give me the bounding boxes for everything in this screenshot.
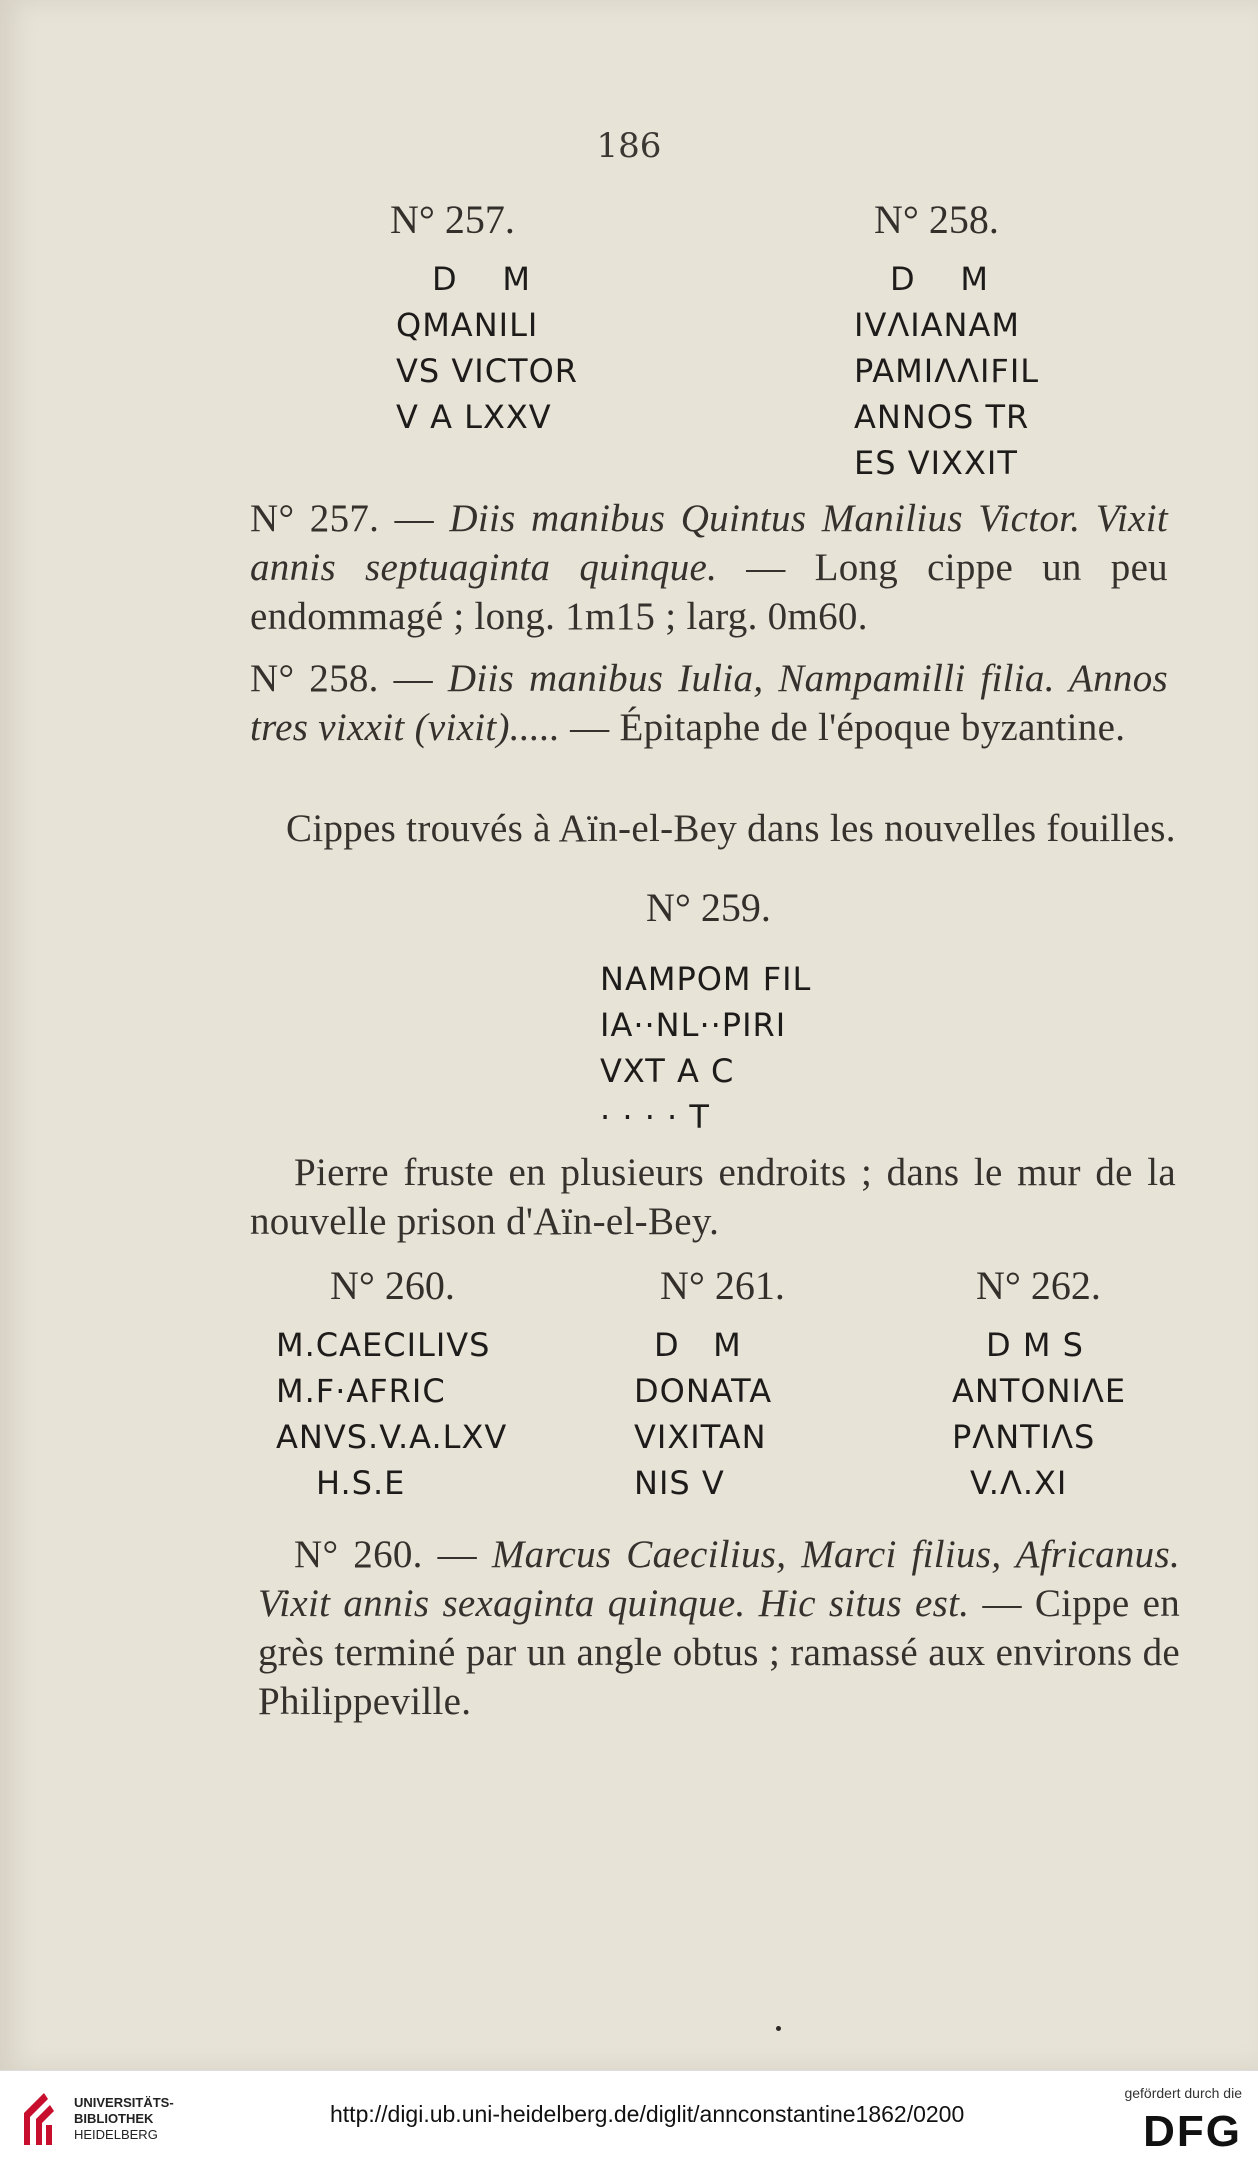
inscription-line: NAMPOM FIL bbox=[600, 960, 812, 998]
inscription-line: VXT A C bbox=[600, 1052, 735, 1090]
library-name-line: HEIDELBERG bbox=[74, 2127, 158, 2142]
inscription-259 bbox=[600, 956, 811, 1140]
inscription-line: ES VIXXIT bbox=[854, 444, 1018, 482]
paragraph-number: N° 257. — bbox=[250, 497, 434, 540]
inscription-line: VS VICTOR bbox=[396, 352, 579, 390]
inscription-line: D M bbox=[654, 1326, 742, 1364]
inscription-262 bbox=[952, 1322, 1126, 1506]
viewer-footer bbox=[0, 2070, 1258, 2163]
ink-speck bbox=[776, 2026, 781, 2031]
inscription-257 bbox=[396, 256, 578, 440]
heading-259: N° 259. bbox=[646, 885, 771, 930]
permalink-url[interactable]: http://digi.ub.uni-heidelberg.de/diglit/annconstantine1862/0200 bbox=[330, 2101, 965, 2127]
paragraph-text: — Épitaphe de l'époque byzantine. bbox=[570, 706, 1126, 749]
dfg-logo[interactable]: DFG bbox=[1143, 2107, 1242, 2156]
inscription-line: M.CAECILIVS bbox=[276, 1326, 491, 1364]
heading-257: N° 257. bbox=[390, 197, 515, 242]
inscription-line: D M bbox=[432, 260, 531, 298]
paragraph-cippes: Cippes trouvés à Aïn-el-Bey dans les nouvelles fouilles. bbox=[286, 807, 1176, 850]
inscription-line: ANTONIΛE bbox=[952, 1372, 1127, 1410]
paragraph-text: — Cippe en grès terminé par un angle obtus ; ramassé aux environs de Philippeville. bbox=[258, 1582, 1181, 1723]
paragraph-text: — Long cippe un peu endommagé ; long. 1m15 ; larg. 0m60. bbox=[250, 546, 1168, 638]
inscription-line: NIS V bbox=[634, 1464, 725, 1502]
university-library-logo-icon bbox=[14, 2089, 64, 2149]
heading-261: N° 261. bbox=[660, 1263, 785, 1308]
heading-262: N° 262. bbox=[976, 1263, 1101, 1308]
inscription-line: H.S.E bbox=[316, 1464, 406, 1502]
inscription-line: D M bbox=[890, 260, 989, 298]
paragraph-latin: Diis manibus Quintus Manilius Victor. Vixit annis septuaginta quinque. bbox=[250, 497, 1168, 589]
inscription-line: IA··NL··PIRI bbox=[600, 1006, 787, 1044]
inscription-line: · · · · T bbox=[600, 1098, 710, 1136]
inscription-line: ANVS.V.A.LXV bbox=[276, 1418, 508, 1456]
inscription-258 bbox=[854, 256, 1039, 486]
heading-260: N° 260. bbox=[330, 1263, 455, 1308]
inscription-260 bbox=[276, 1322, 507, 1506]
paragraph-259: Pierre fruste en plusieurs endroits ; dans le mur de la nouvelle prison d'Aïn-el-Bey. bbox=[250, 1151, 1176, 1243]
inscription-line: V A LXXV bbox=[396, 398, 552, 436]
paragraph-latin: Diis manibus Iulia, Nampamilli filia. Annos tres vixxit (vixit)..... bbox=[250, 657, 1168, 749]
library-name-line: BIBLIOTHEK bbox=[74, 2111, 154, 2126]
page-number: 186 bbox=[596, 126, 662, 166]
inscription-line: V.Λ.XI bbox=[970, 1464, 1068, 1502]
funding-note: gefördert durch die bbox=[1124, 2085, 1242, 2101]
paragraph-258 bbox=[250, 654, 1168, 752]
paragraph-number: N° 258. — bbox=[250, 657, 433, 700]
paragraph-latin: Marcus Caecilius, Marci filius, Africanus. Vixit annis sexaginta quinque. Hic situs est. bbox=[258, 1533, 1180, 1625]
inscription-line: PAMIΛΛIFIL bbox=[854, 352, 1040, 390]
inscription-261 bbox=[634, 1322, 772, 1506]
paragraph-260 bbox=[258, 1530, 1180, 1726]
inscription-line: QMANILI bbox=[396, 306, 539, 344]
library-name[interactable] bbox=[74, 2095, 174, 2143]
inscription-line: D M S bbox=[986, 1326, 1084, 1364]
library-name-line: UNIVERSITÄTS- bbox=[74, 2095, 174, 2110]
inscription-line: M.F·AFRIC bbox=[276, 1372, 446, 1410]
paragraph-number: N° 260. — bbox=[294, 1533, 477, 1576]
inscription-line: ANNOS TR bbox=[854, 398, 1030, 436]
inscription-line: VIXITAN bbox=[634, 1418, 767, 1456]
heading-258: N° 258. bbox=[874, 197, 999, 242]
inscription-line: IVΛIANAM bbox=[854, 306, 1020, 344]
inscription-line: DONATA bbox=[634, 1372, 773, 1410]
inscription-line: PΛNTIΛS bbox=[952, 1418, 1096, 1456]
paragraph-257 bbox=[250, 494, 1168, 641]
